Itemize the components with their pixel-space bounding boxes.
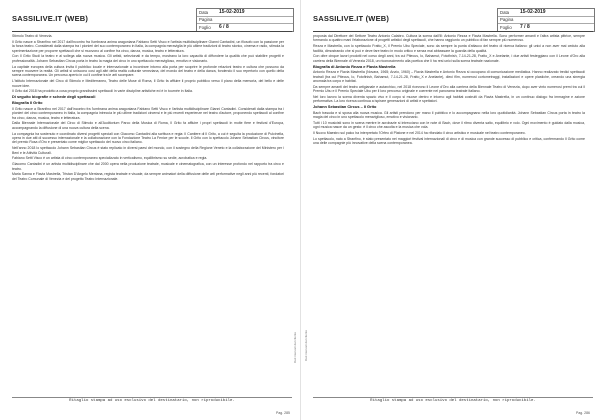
header-divider <box>12 31 292 32</box>
paragraph: La capitale europea della cultura invita il pubblico locale e internazionale a incontrare intorno alla porta per scoprire le profonde relazioni teatro e cultura che possono da sempre muovere la realtà. Gli artisti si uniscono così agli altri della realtà culturale veneziana, del mondo del teatro e della danza, fondendo il suo repertorio con quello della scena contemporanea. Un percorso aperto in cui il confine tra le arti scompare. <box>12 64 284 78</box>
section-heading: Di seguito biografie e schede degli spettacoli <box>12 94 96 100</box>
paragraph: Il Nuovo Maestro sul palco ha interpretato l'Orfeo di Platone e nel 2014 ha rifondato il circo artistico e musicale nel teatro contemporaneo. <box>313 131 526 136</box>
paragraph: proposta dal Direttore del Settore Teatro Antonio Calabro. Cultura la scena dall'Ill: Antonio Rezza e Flavia Mastrella. Sono performer amanti e l'altra artista pittrice, sempre formando a quattro mani l'elaborazione di progetti artistici degli spettacoli, che hanno raggiunto un pubblico di fan sempre più numeroso. <box>313 34 585 43</box>
paragraph: Fabiano Setti Visco è un artista di circo contemporaneo specializzato in verticalismo, equilibrismo su sedie, acrobatica e regia. <box>12 156 208 161</box>
meta-label: Pagina <box>500 17 514 23</box>
paragraph: Giacomo Cantadini è un artista multidisciplinare che dal 2000 opera nella produzione teatrale, musicale e cinematografica, con un interesse profondo nel rapporto tra circo e teatro. <box>12 162 284 171</box>
meta-row-data <box>197 9 293 17</box>
meta-value-date: 15-02-2019 <box>520 9 546 16</box>
section-heading: Biografia di Antonio Rezza e Flavia Mastrella <box>313 63 396 69</box>
section-heading: Biografia Il Grito <box>12 100 43 106</box>
meta-value-foglio: 7 / 8 <box>520 24 530 31</box>
publication-title: SASSILIVE.IT (WEB) <box>313 14 390 23</box>
paragraph: L'Istituto Internazionale del Circo di Stimolo e Mediterraneo, Teatro delle Muse di Roma, Il Grito fa affluire il proprio pubblico verso il piano della memoria, del bello e delle nuove idee. <box>12 79 284 88</box>
footer-notice: Ritaglio stampa ad uso esclusivo del destinatario, non riproducibile. <box>12 397 292 403</box>
paragraph: Rezza e Mastrella, con lo spettacolo Fratto_X, il Premio Ubu Speciale, sono da sempre la punta d'attacco del teatro di ricerca italiano: gli unici a non aver mai ceduto alla facilità, dimostrando che si può e deve fare teatro in modo critico e senza mai abbassare la guardia della qualità. <box>313 44 585 53</box>
paragraph: Antonio Rezza e Flavia Mastrella (Novara, 1965; Anzio, 1960) – Flavia Mastrella e Antonio Rezza si occupano di comunicazione mediatica. Hanno realizzato tredici spettacoli teatrali (tra cui Pitecus, Io, Fotofinish, Bahamut, 7-14-21-28, Fratto_X e Anelante), dieci film, numerosi cortometraggi, installazioni e opere plastiche, creando una sinergia anomala tra corpo e habitat. <box>313 70 585 83</box>
meta-row-pagina <box>197 17 293 25</box>
meta-row-foglio <box>197 24 293 31</box>
meta-row-foglio <box>498 24 594 31</box>
meta-value-foglio: 6 / 8 <box>219 24 229 31</box>
meta-label: Foglio <box>500 24 512 30</box>
paragraph: Maria Sanna e Flavia Mastrella, Tristan D'Angelo Mentana, regista teatrale e visuale, da sempre animatori della diffusione delle arti performative negli anni più recenti, fondatori del Teatro Comunale di Venezia e del progetto Teatro Internazionale. <box>12 172 284 181</box>
header-divider <box>313 31 593 32</box>
paragraph: Con oltre cinque lavori prodotti nel corso degli anni, tra cui Pitecus, Io, Bahamut, Fotofinish, 7-14-21-28, Fratto_X e Anelante, i due artisti festeggiano con il Leone d'Oro alla carriera della Biennale di Venezia 2018, un riconoscimento alla poetica che li ha resi unici sulla scena teatrale nazionale. <box>313 54 585 63</box>
paragraph: Tutti i 10 musicisti sono in scena mentre le acrobazie si intrecciano con le note di Bach, dove il ritmo diventa salto, equilibrio e volo. Ogni movimento è guidato dalla musica, ogni musica nasce da un gesto: è il circo che ascolta e la musica che vola. <box>313 120 585 130</box>
article-body <box>313 34 585 147</box>
paragraph: Il Grito dal 2018 ha prodotto a cosa proprio grandissimi spettacoli in varie discipline artistiche ed è in tournée in Italia. <box>12 89 193 94</box>
paragraph: Il Grito nasce a Stranfino nel 2017 dall'incontro fra l'umbrana anima aragoniana Fabiano Setti Visco e l'artista multidisciplinare Gianni Cantadini. Considerati dalla stampa tra i pionieri del circo contemporaneo in Italia, la compagnia intreccia le più ultime tradizioni circensi e le più recenti esperienze nel teatro d'autore, proponendo spettacoli al confine fra circo, danza, musica, teatro e letteratura. <box>12 106 284 120</box>
page-number: Pag. 285 <box>275 411 290 415</box>
paragraph: Nel loro lavoro la scena diventa spazio vivo e il corpo si muove dentro e intorno agli habitat costruiti da Flavia Mastrella, in un continuo dialogo fra immagine e azione performativa. La loro ricerca continua a ispirare generazioni di artisti e spettatori. <box>313 94 585 104</box>
meta-label: Pagina <box>199 17 213 23</box>
paragraph: La compagnia ha sostenuto e coordinato diversi progetti speciali con Giacomo Cantadini alla scrittura e regia: Il Cantiere di Il Grito, a cui è seguita la produzione di Pulcinella, opera in due atti di successo internazionale e la collaborazione con la Fondazione Teatro La Fenice per le scuole. Il Grito con lo spettacolo Johann Sebastian Circus, vincitore del premio Rosa d'Oro e presentato come miglior spettacolo del nuovo circo italiano. <box>12 131 284 145</box>
article-body <box>12 34 284 183</box>
paragraph: Lo spettacolo, nato a Stranfino, è stato presentato nei maggiori festival internazionali di circo e di musica con grande successo di pubblico e critica, confermando Il Grito come una delle compagnie più innovative della scena contemporanea. <box>313 136 585 146</box>
meta-label: Foglio <box>199 24 211 30</box>
publication-title: SASSILIVE.IT (WEB) <box>12 14 89 23</box>
paragraph: Dalla Biennale Internazionale del Circo di Stimolo e all'Auditorium Parco della Musica di Roma, Il Grito fa affluire i propri spettacoli in molte fiere e festival d'Europa, accompagnando la diffusione di una nuova cultura della scena. <box>12 121 284 130</box>
paragraph: Il Grito nasce a Stranfino nel 2017 dall'incontro fra l'umbrana anima aragoniana Fabiano Setti Visco e l'artista multidisciplinare Gianni Cantadini, un filosofo con la passione per la forza teatro. Considerati dalla stampa tra i pionieri del suo contemporaneo in Italia, la compagnia meraviglia le più ultime tradizioni di teatro storico, cinema e radio, stimola la sperimentazione per proporre spettacoli che si muovono al confine fra circo, danza, musica, teatro e letteratura. <box>12 39 284 53</box>
paragraph: Nell'anno 2018 lo spettacolo Johann Sebastian Circus è stato replicato in diversi paesi del mondo, con il sostegno della Regione Veneto e la collaborazione del Ministero per i Beni e le Attività Culturali. <box>12 146 284 155</box>
section-heading: Johann Sebastian Circus – Il Grito <box>313 104 377 110</box>
meta-box <box>497 8 595 32</box>
meta-row-data <box>498 9 594 17</box>
side-note: Dati riservati dal cliente <box>304 330 308 362</box>
meta-label: Data <box>199 9 209 15</box>
page-number: Pag. 286 <box>575 411 590 415</box>
paragraph: Stimolo Teatro di Venezia. <box>12 34 53 38</box>
meta-value-date: 15-02-2019 <box>219 9 245 16</box>
meta-row-pagina <box>498 17 594 25</box>
side-note: Dati riservati dal cliente <box>293 332 297 364</box>
paragraph: Con Il Grito Studi la teatro e ai sollega alla nuova musica. Gli artisti, selezionati e da tempo, mostrano la loro capacità di diffondere la qualità che può stabilire progetti e professionalità. Johann Sebastian Circus porta in teatro la magia del circo in uno spettacolo meraviglioso, emotivo e visionario. <box>12 54 284 63</box>
meta-box <box>196 8 294 32</box>
footer-notice: Ritaglio stampa ad uso esclusivo del destinatario, non riproducibile. <box>313 397 593 403</box>
paragraph: Da sempre amanti del teatro artigianale e autarchico, nel 2018 ricevono il Leone d'Oro alla carriera della Biennale Teatro di Venezia, dopo aver vinto numerosi premi tra cui il Premio Ubu e il Premio Speciale Ubu per il loro percorso originale e coerente nel panorama teatrale italiano. <box>313 84 585 94</box>
page-right <box>300 0 600 420</box>
paragraph: Bach trasuda e si sposa alla nuova musica. Gli artisti prendono per mano il pubblico e lo accompagnano nella loro quotidianità. Johann Sebastian Circus porta in teatro la magia del circo in uno spettacolo meraviglioso, emotivo e visionario. <box>313 110 585 120</box>
meta-label: Data <box>500 9 510 15</box>
